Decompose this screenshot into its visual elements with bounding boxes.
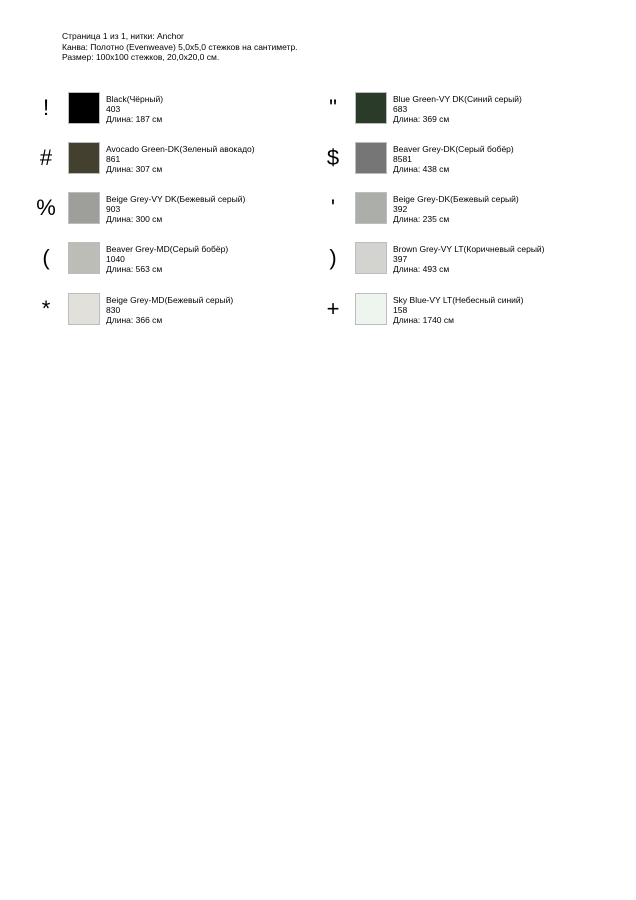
size-info-line: Размер: 100x100 стежков, 20,0x20,0 см.	[62, 52, 220, 62]
page-header	[62, 31, 298, 63]
color-swatch	[355, 92, 387, 124]
thread-length: Длина: 438 см	[393, 164, 450, 174]
thread-code: 158	[393, 305, 408, 315]
color-swatch	[68, 293, 100, 325]
legend-symbol: "	[329, 95, 337, 120]
legend-item	[322, 192, 602, 224]
thread-code: 392	[393, 204, 408, 214]
thread-length: Длина: 1740 см	[393, 315, 454, 325]
thread-code: 830	[106, 305, 121, 315]
color-swatch	[68, 142, 100, 174]
canvas-info-line: Канва: Полотно (Evenweave) 5,0x5,0 стежков на сантиметр.	[62, 41, 298, 52]
thread-name: Black(Чёрный)	[106, 94, 164, 104]
legend-item	[35, 142, 315, 174]
legend-item	[35, 242, 315, 274]
thread-code: 403	[106, 104, 121, 114]
thread-name: Sky Blue-VY LT(Небесный синий)	[393, 295, 524, 305]
thread-name: Avocado Green-DK(Зеленый авокадо)	[106, 144, 255, 154]
thread-name: Brown Grey-VY LT(Коричневый серый)	[393, 244, 545, 254]
color-swatch	[68, 242, 100, 274]
legend-symbol: $	[326, 145, 340, 170]
color-swatch	[355, 142, 387, 174]
legend-item	[35, 192, 315, 224]
thread-length: Длина: 187 см	[106, 114, 163, 124]
thread-length: Длина: 369 см	[393, 114, 450, 124]
legend-symbol: #	[39, 145, 53, 170]
legend-item	[322, 293, 602, 325]
color-swatch	[355, 242, 387, 274]
legend-item	[35, 293, 315, 325]
legend-item	[322, 242, 602, 274]
legend-item	[35, 92, 315, 124]
legend-symbol: *	[41, 296, 51, 321]
thread-code: 683	[393, 104, 408, 114]
thread-name: Beaver Grey-DK(Серый бобёр)	[393, 144, 514, 154]
legend-symbol: )	[329, 245, 337, 270]
legend-symbol: %	[36, 195, 56, 220]
thread-code: 8581	[393, 154, 412, 164]
page-info-line: Страница 1 из 1, нитки: Anchor	[62, 31, 184, 41]
thread-name: Beige Grey-VY DK(Бежевый серый)	[106, 194, 246, 204]
thread-code: 903	[106, 204, 121, 214]
thread-length: Длина: 366 см	[106, 315, 163, 325]
thread-code: 397	[393, 254, 408, 264]
color-swatch	[68, 192, 100, 224]
thread-length: Длина: 235 см	[393, 214, 450, 224]
thread-length: Длина: 307 см	[106, 164, 163, 174]
legend-item	[322, 142, 602, 174]
color-swatch	[355, 192, 387, 224]
legend-symbol: !	[42, 95, 50, 120]
thread-length: Длина: 493 см	[393, 264, 450, 274]
thread-name: Beige Grey-DK(Бежевый серый)	[393, 194, 519, 204]
thread-length: Длина: 300 см	[106, 214, 163, 224]
thread-code: 1040	[106, 254, 125, 264]
thread-length: Длина: 563 см	[106, 264, 163, 274]
color-swatch	[68, 92, 100, 124]
legend-symbol: '	[330, 195, 336, 220]
thread-name: Blue Green-VY DK(Синий серый)	[393, 94, 522, 104]
legend-symbol: (	[42, 245, 50, 270]
thread-name: Beige Grey-MD(Бежевый серый)	[106, 295, 234, 305]
legend-item	[322, 92, 602, 124]
color-swatch	[355, 293, 387, 325]
thread-name: Beaver Grey-MD(Серый бобёр)	[106, 244, 229, 254]
legend-symbol: +	[326, 296, 340, 321]
thread-code: 861	[106, 154, 121, 164]
